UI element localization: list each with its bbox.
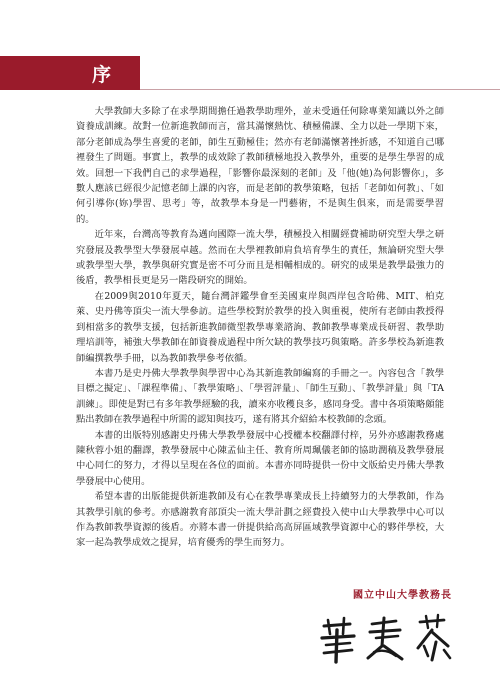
preface-body (76, 104, 444, 551)
paragraph: 本書乃是史丹佛大學教學與學習中心為其新進教師編寫的手冊之一。內容包含「教學目標之擬定」、「課程準備」、「教學策略」、「學習評量」、「師生互動」、「教學評量」與「TA訓練」。即使是對已有多年教學經驗的我，讀來亦收穫良多，感同身受。書中各項策略頗能點出教師在教學過程中所需的認知與技巧，遂有將其介紹給本校教師的念頭。 (76, 367, 444, 426)
signature-title: 國立中山大學教務長 (353, 590, 452, 601)
paragraph: 大學教師大多除了在求學期間擔任過教學助理外，並未受過任何除專業知識以外之師資養成訓練。故對一位新進教師而言，當其滿懷熱忱、積極備課、全力以赴一學期下來，部分老師成為學生喜愛的老師，師生互動極佳；然亦有老師滿懷著挫折感，不知道自己哪裡發生了問題。事實上，教學的成效除了教師積極地投入教學外，重要的是學生學習的成效。回想一下我們自己的求學過程，「影響你最深刻的老師」及「他(她)為何影響你」，多數人應該已經很少記憶老師上課的內容，而是老師的教學策略，包括「老師如何教」、「如何引導你(妳)學習、思考」等，故教學本身是一門藝術，不是與生俱來，而是需要學習的。 (76, 106, 444, 225)
paragraph: 本書的出版特別感謝史丹佛大學教學發展中心授權本校翻譯付梓，另外亦感謝教務處陳秋蓉小姐的翻譯，教學發展中心陳孟仙主任、教育所周珮儀老師的協助潤稿及教學發展中心同仁的努力，才得以呈現在各位的面前。本書亦同時提供一份中文版給史丹佛大學教學發展中心使用。 (76, 429, 444, 487)
header-band (0, 56, 140, 90)
handwritten-signature (316, 612, 456, 668)
paragraph: 近年來，台灣高等教育為邁向國際一流大學，積極投入相關經費補助研究型大學之研究發展及教學型大學發展卓越。然而在大學裡教師肩負培育學生的責任，無論研究型大學或教學型大學，教學與研究實是密不可分而且是相輔相成的。研究的成果是教學最強力的後盾，教學相長更是另一階段研究的開始。 (76, 229, 444, 287)
paragraph: 在2009與2010年夏天，隨台灣評鑑學會至美國東岸與西岸包含哈佛、MIT、柏克萊、史丹佛等頂尖一流大學參訪。這些學校對於教學的投入與重視，使所有老師由教授得到相當多的教學支援，包括新進教師微型教學專業諮詢、教師教學專業成長研習、教學助理培訓等，補強大學教師在師資養成過程中所欠缺的教學技巧與策略。許多學校為新進教師編撰教學手冊，以為教師教學參考依循。 (76, 290, 444, 364)
paragraph: 希望本書的出版能提供新進教師及有心在教學專業成長上持續努力的大學教師，作為其教學引航的參考。亦感謝教育部頂尖一流大學計劃之經費投入使中山大學教學中心可以作為教師教學資源的後盾。亦將本書一併提供給高高屏區域教學資源中心的夥伴學校，大家一起為教學成效之提昇，培育優秀的學生而努力。 (76, 491, 444, 549)
page-title: 序 (92, 63, 114, 86)
header-divider (140, 89, 500, 90)
